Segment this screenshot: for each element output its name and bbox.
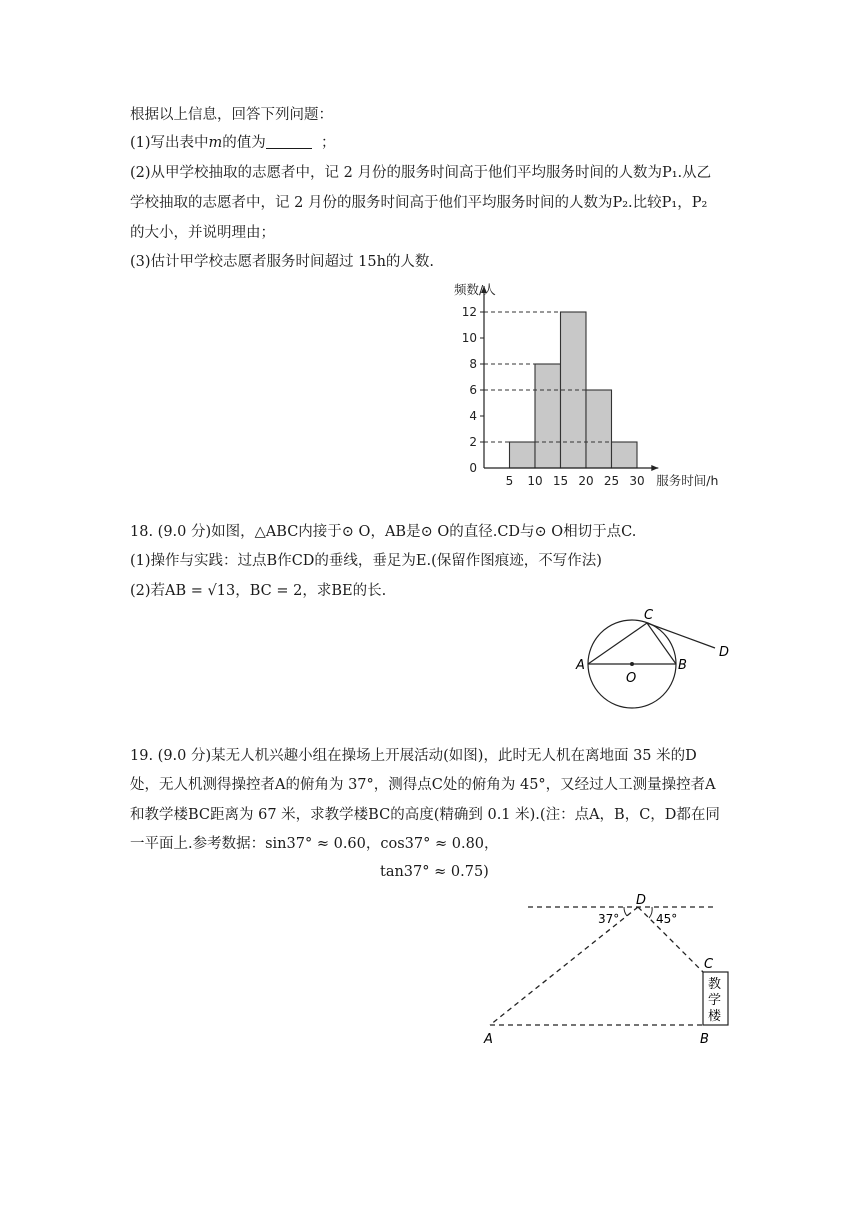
building-label-1: 教	[708, 977, 722, 992]
x-axis-label: 服务时间/h	[656, 473, 719, 488]
question-2-line-1: (2)从甲学校抽取的志愿者中，记 2 月份的服务时间高于他们平均服务时间的人数为P₁.从乙	[130, 165, 712, 181]
frequency-histogram	[440, 278, 750, 493]
tangent-cd	[647, 623, 715, 648]
q1-text-a: (1)写出表中	[130, 135, 209, 151]
q19-line-2: 处，无人机测得操控者A的俯角为 37°，测得点C处的俯角为 45°，又经过人工测量操控者A	[130, 777, 716, 793]
histogram-bar	[535, 364, 561, 468]
q1-text-b: 的值为	[222, 135, 266, 151]
question-2-line-3: 的大小，并说明理由；	[130, 225, 275, 241]
q19-line-5: tan37° ≈ 0.75)	[380, 864, 489, 880]
q1-variable: m	[208, 135, 223, 151]
question-2-line-2: 学校抽取的志愿者中，记 2 月份的服务时间高于他们平均服务时间的人数为P₂.比较P₁，P₂	[130, 195, 708, 211]
building-label-3: 楼	[708, 1009, 722, 1024]
chord-ac	[588, 623, 647, 664]
angle-arc-45	[649, 907, 652, 918]
y-tick-label: 8	[469, 357, 477, 371]
y-tick-label: 6	[469, 383, 477, 397]
angle-label-37: 37°	[598, 912, 620, 926]
angle-arc-37	[624, 907, 627, 916]
question-1	[130, 133, 336, 153]
q19-line-3: 和教学楼BC距离为 67 米，求教学楼BC的高度(精确到 0.1 米).(注：点A，B，C，D都在同	[130, 807, 720, 823]
label-o: O	[626, 671, 637, 686]
q18-line-2: (1)操作与实践：过点B作CD的垂线，垂足为E.(保留作图痕迹，不写作法)	[130, 553, 602, 569]
q18-line-1: 18. (9.0 分)如图，△ABC内接于⊙ O，AB是⊙ O的直径.CD与⊙ O相切于点C.	[130, 524, 637, 540]
histogram-bar	[612, 442, 638, 468]
q19-line-1: 19. (9.0 分)某无人机兴趣小组在操场上开展活动(如图)，此时无人机在离地面 35 米的D	[130, 748, 697, 764]
x-tick-label: 20	[578, 474, 594, 488]
y-tick-label: 0	[469, 461, 477, 475]
label-b: B	[678, 658, 687, 673]
building-label-2: 学	[708, 993, 722, 1008]
label-c: C	[644, 608, 654, 623]
y-tick-label: 12	[461, 305, 477, 319]
label-c: C	[704, 957, 714, 972]
y-tick-label: 4	[469, 409, 477, 423]
q18-line-3: (2)若AB = √13，BC = 2，求BE的长.	[130, 583, 387, 599]
label-a: A	[576, 658, 585, 673]
q19-line-4: 一平面上.参考数据：sin37° ≈ 0.60，cos37° ≈ 0.80，	[130, 836, 499, 852]
label-b: B	[700, 1032, 709, 1047]
question-3: (3)估计甲学校志愿者服务时间超过 15h的人数.	[130, 254, 435, 270]
label-d: D	[719, 645, 730, 660]
histogram-bar	[586, 390, 612, 468]
histogram-bar	[510, 442, 536, 468]
y-tick-label: 2	[469, 435, 477, 449]
y-axis-label: 频数/人	[454, 282, 496, 297]
x-tick-label: 30	[629, 474, 645, 488]
label-a: A	[484, 1032, 493, 1047]
drone-figure	[478, 890, 743, 1050]
x-tick-label: 25	[603, 474, 620, 488]
x-axis-arrow	[651, 465, 658, 471]
chord-bc	[647, 623, 676, 664]
x-tick-label: 15	[552, 474, 569, 488]
circle-figure	[570, 600, 740, 715]
x-tick-label: 10	[527, 474, 543, 488]
center-o	[630, 662, 634, 666]
label-d: D	[636, 893, 647, 908]
answer-blank[interactable]	[266, 134, 312, 149]
x-tick-label: 5	[505, 474, 514, 488]
y-tick-label: 10	[461, 331, 477, 345]
angle-label-45: 45°	[656, 912, 678, 926]
q1-text-c: ；	[321, 135, 336, 151]
intro-lead: 根据以上信息，回答下列问题：	[130, 107, 333, 123]
